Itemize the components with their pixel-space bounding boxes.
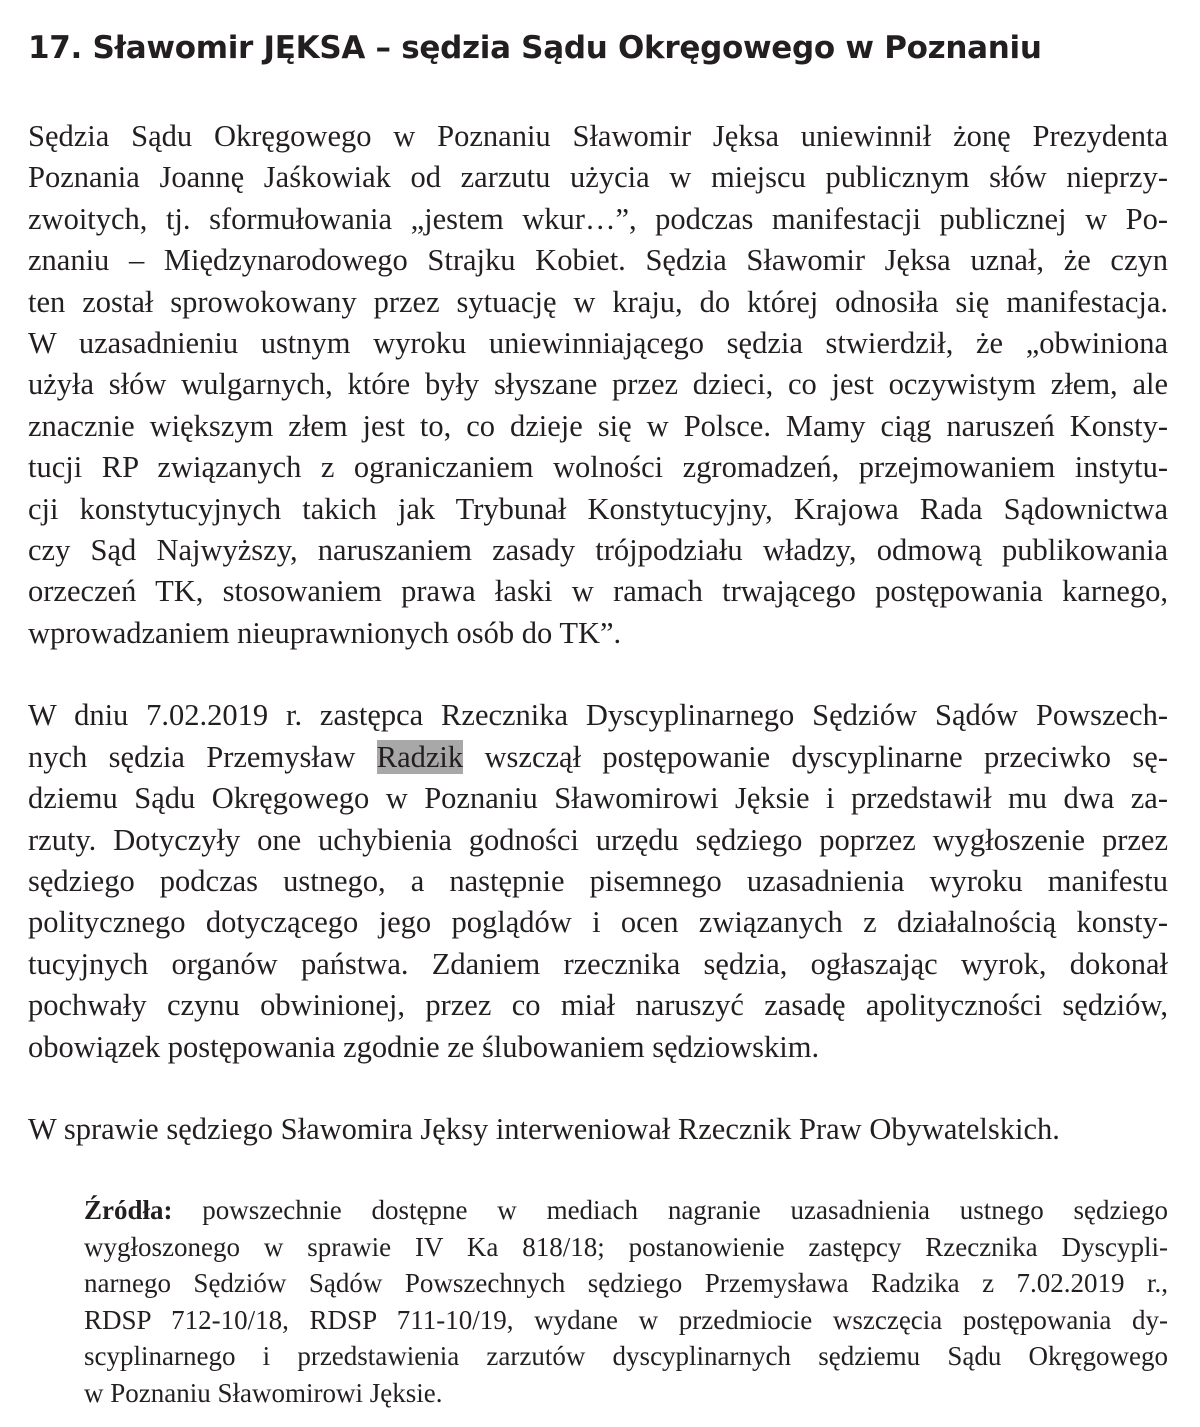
text-line: sędziego podczas ustnego, a następnie pisemnego uzasadnienia wyroku manifestu [28, 863, 1168, 898]
text-line: zwoitych, tj. sformułowania „jestem wkur…”, podczas manifestacji publicznej w Po- [28, 201, 1168, 236]
text-line: cji konstytucyjnych takich jak Trybunał Konstytucyjny, Krajowa Rada Sądownictwa [28, 491, 1168, 526]
text-segment: nych sędzia Przemysław [28, 739, 377, 774]
document-page [28, 24, 1168, 1411]
text-segment: wszczął postępowanie dyscyplinarne przeciwko sę- [463, 739, 1168, 774]
sources-label: Źródła: [84, 1195, 173, 1226]
text-line: znacznie większym złem jest to, co dzieje się w Polsce. Mamy ciąg naruszeń Konsty- [28, 408, 1168, 443]
text-line: orzeczeń TK, stosowaniem prawa łaski w ramach trwającego postępowania karnego, [28, 574, 1168, 609]
text-line: obowiązek postępowania zgodnie ze ślubowaniem sędziowskim. [28, 1029, 820, 1064]
text-line: scyplinarnego i przedstawienia zarzutów dyscyplinarnych sędziemu Sądu Okręgowego [84, 1341, 1168, 1372]
text-line: tucji RP związanych z ograniczaniem wolności zgromadzeń, przejmowaniem instytu- [28, 450, 1168, 485]
text-line: narnego Sędziów Sądów Powszechnych sędziego Przemysława Radzika z 7.02.2019 r., [84, 1268, 1168, 1299]
text-segment: powszechnie dostępne w mediach nagranie uzasadnienia ustnego sędziego [172, 1195, 1168, 1226]
text-line: politycznego dotyczącego jego poglądów i ocen związanych z działalnością konsty- [28, 905, 1168, 940]
text-line: ten został sprowokowany przez sytuację w kraju, do której odnosiła się manifestacja. [28, 284, 1168, 319]
section-heading: 17. Sławomir JĘKSA – sędzia Sądu Okręgowego w Poznaniu [28, 30, 1042, 66]
paragraph-ombudsman [28, 1109, 1168, 1150]
paragraph-disciplinary [28, 695, 1168, 1068]
text-line: dziemu Sądu Okręgowego w Poznaniu Sławomirowi Jęksie i przedstawił mu dwa za- [28, 781, 1168, 816]
text-line: znaniu – Międzynarodowego Strajku Kobiet. Sędzia Sławomir Jęksa uznał, że czyn [28, 243, 1168, 278]
text-line: Sędzia Sądu Okręgowego w Poznaniu Sławomir Jęksa uniewinnił żonę Prezydenta [28, 119, 1168, 153]
text-line: W dniu 7.02.2019 r. zastępca Rzecznika Dyscyplinarnego Sędziów Sądów Powszech- [28, 698, 1168, 733]
text-line: wygłoszonego w sprawie IV Ka 818/18; postanowienie zastępcy Rzecznika Dyscypli- [84, 1231, 1168, 1262]
sources-first-line [84, 1192, 1168, 1229]
text-line: W sprawie sędziego Sławomira Jęksy interweniował Rzecznik Praw Obywatelskich. [28, 1111, 1060, 1146]
text-line: RDSP 712-10/18, RDSP 711-10/19, wydane w przedmiocie wszczęcia postępowania dy- [84, 1304, 1168, 1335]
text-line: W uzasadnieniu ustnym wyroku uniewinniającego sędzia stwierdził, że „obwiniona [28, 326, 1168, 361]
text-line-with-highlight [28, 737, 1168, 778]
highlighted-name[interactable]: Radzik [376, 739, 464, 774]
text-line: tucyjnych organów państwa. Zdaniem rzecznika sędzia, ogłaszając wyrok, dokonał [28, 946, 1168, 981]
text-line: rzuty. Dotyczyły one uchybienia godności urzędu sędziego poprzez wygłoszenie przez [28, 822, 1168, 857]
text-line: wprowadzaniem nieuprawnionych osób do TK”. [28, 615, 622, 650]
sources-note [84, 1192, 1168, 1411]
paragraph-verdict [28, 116, 1168, 654]
text-line: użyła słów wulgarnych, które były słyszane przez dzieci, co jest oczywistym złem, ale [28, 367, 1168, 402]
text-line: Poznania Joannę Jaśkowiak od zarzutu użycia w miejscu publicznym słów nieprzy- [28, 160, 1168, 195]
text-line: pochwały czynu obwinionej, przez co miał naruszyć zasadę apolityczności sędziów, [28, 988, 1168, 1023]
text-line: czy Sąd Najwyższy, naruszaniem zasady trójpodziału władzy, odmową publikowania [28, 533, 1168, 568]
text-line: w Poznaniu Sławomirowi Jęksie. [84, 1377, 443, 1408]
